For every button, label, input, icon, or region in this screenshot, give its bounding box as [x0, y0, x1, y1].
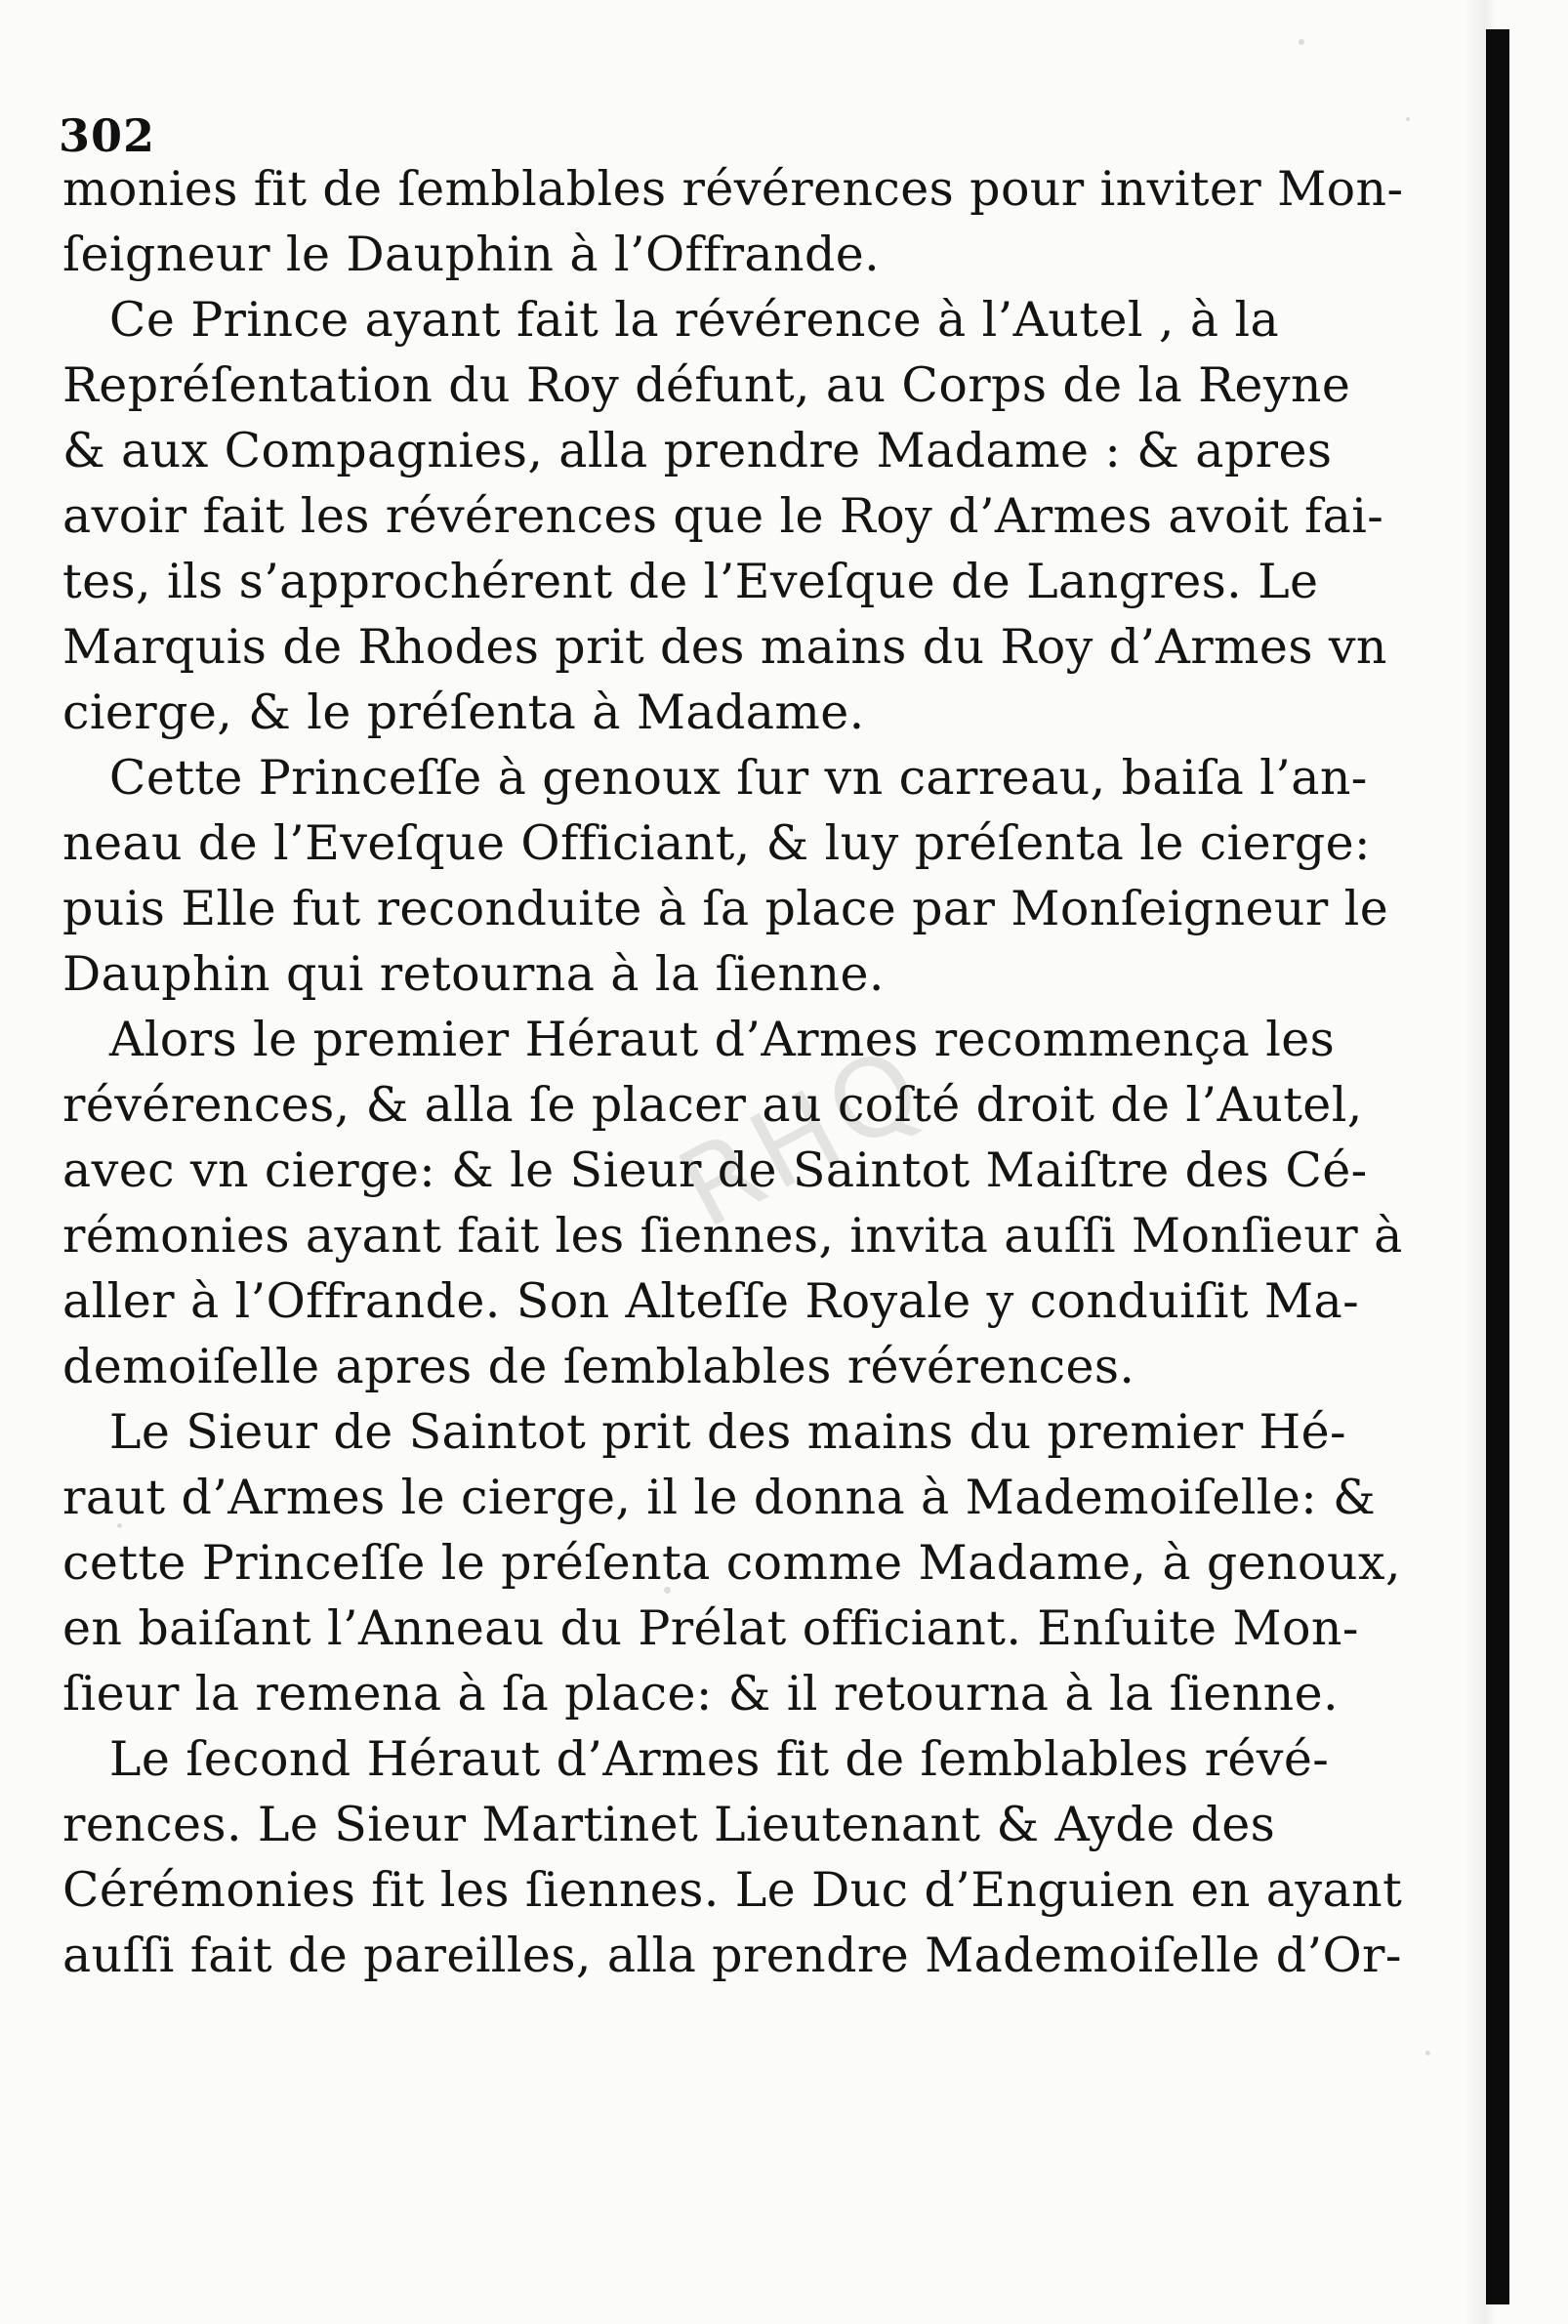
text-line: monies fit de ſemblables révérences pour inviter Mon- [62, 161, 1404, 217]
scan-speck [1299, 39, 1304, 45]
text-line: Repréſentation du Roy défunt, au Corps de la Reyne [62, 357, 1351, 413]
text-line: Alors le premier Héraut d’Armes recommença les [62, 1012, 1336, 1067]
text-line: ſeigneur le Dauphin à l’Offrande. [62, 227, 881, 282]
text-line: Dauphin qui retourna à la ſienne. [62, 946, 885, 1002]
text-line: avoir fait les révérences que le Roy d’Armes avoit fai- [62, 488, 1384, 544]
text-line: & aux Compagnies, alla prendre Madame : & apres [62, 423, 1333, 478]
scan-speck [664, 1587, 671, 1594]
text-line: ſieur la remena à ſa place: & il retourna à la ſienne. [62, 1666, 1339, 1722]
text-line: aller à l’Offrande. Son Alteſſe Royale y conduiſit Ma- [62, 1273, 1360, 1329]
binding-edge [1486, 29, 1509, 2304]
page-number: 302 [59, 109, 156, 162]
text-line: cierge, & le préſenta à Madame. [62, 685, 865, 740]
text-line: avec vn cierge: & le Sieur de Saintot Maiſtre des Cé- [62, 1142, 1368, 1198]
text-line: Le ſecond Héraut d’Armes fit de ſemblables révé- [62, 1731, 1330, 1787]
text-line: en baiſant l’Anneau du Prélat officiant. Enſuite Mon- [62, 1600, 1359, 1656]
text-line: cette Princeſſe le préſenta comme Madame, à genoux, [62, 1535, 1401, 1591]
scan-speck [1425, 2051, 1430, 2055]
text-line: tes, ils s’approchérent de l’Eveſque de Langres. Le [62, 554, 1319, 609]
text-line: révérences, & alla ſe placer au coſté droit de l’Autel, [62, 1077, 1363, 1133]
text-line: neau de l’Eveſque Officiant, & luy préſenta le cierge: [62, 815, 1371, 871]
scan-speck [1406, 117, 1410, 121]
body-text [62, 156, 1404, 1988]
scan-speck [117, 1523, 122, 1528]
text-line: Le Sieur de Saintot prit des mains du premier Hé- [62, 1404, 1346, 1460]
page-gutter-shadow [1465, 0, 1568, 2324]
text-line: Cérémonies fit les ſiennes. Le Duc d’Enguien en ayant [62, 1862, 1403, 1918]
text-line: raut d’Armes le cierge, il le donna à Mademoiſelle: & [62, 1470, 1377, 1525]
text-line: rémonies ayant fait les ſiennes, invita auſſi Monſieur à [62, 1208, 1403, 1264]
text-line: rences. Le Sieur Martinet Lieutenant & Ayde des [62, 1797, 1276, 1852]
text-line: Cette Princeſſe à genoux ſur vn carreau, baiſa l’an- [62, 750, 1368, 806]
text-line: demoiſelle apres de ſemblables révérences. [62, 1339, 1135, 1394]
text-line: Marquis de Rhodes prit des mains du Roy d’Armes vn [62, 619, 1387, 675]
text-line: Ce Prince ayant fait la révérence à l’Autel , à la [62, 292, 1280, 348]
text-line: puis Elle fut reconduite à ſa place par Monſeigneur le [62, 881, 1389, 936]
watermark: RHQ [659, 1020, 946, 1253]
text-line: auſſi fait de pareilles, alla prendre Mademoiſelle d’Or- [62, 1928, 1402, 1983]
